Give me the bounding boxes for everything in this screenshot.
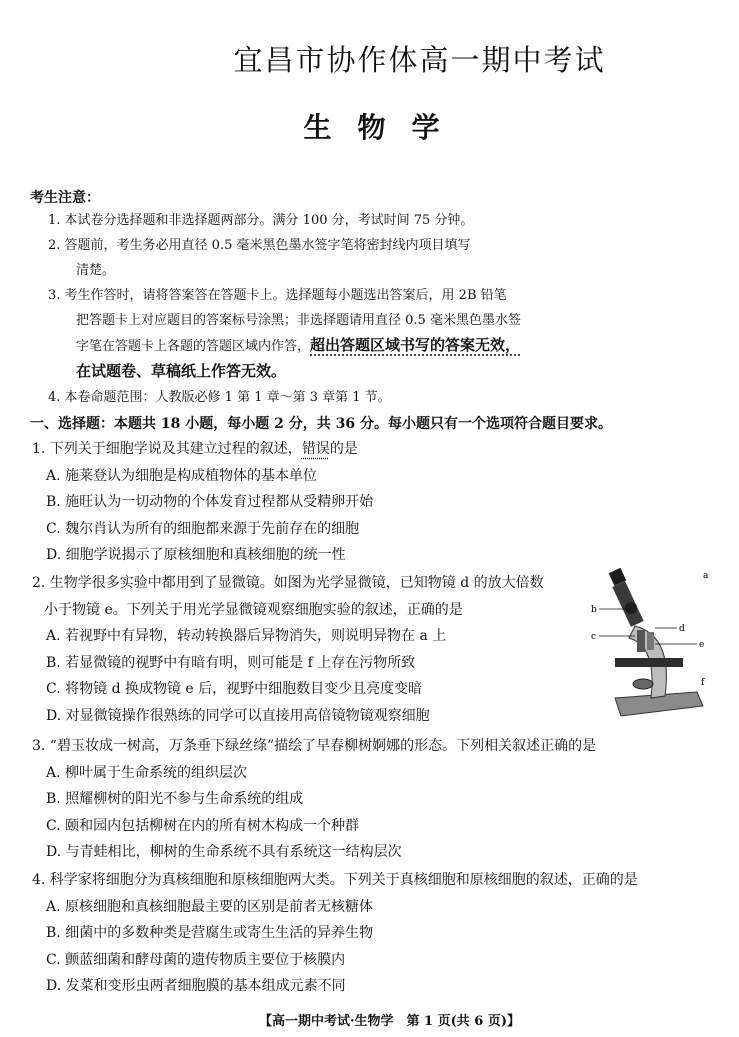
question-stem bbox=[32, 436, 692, 463]
notice-item-3-text: 字笔在答题卡上各题的答题区域内作答， bbox=[76, 339, 311, 354]
notice-item-2-cont: 清楚。 bbox=[76, 263, 116, 278]
notice-emphasis-2: 在试题卷、草稿纸上作答无效。 bbox=[76, 362, 287, 380]
question-3 bbox=[32, 733, 692, 866]
exam-title: 宜昌市协作体高一期中考试 bbox=[233, 43, 606, 77]
label-c: c bbox=[591, 632, 597, 642]
microscope-knob bbox=[625, 602, 637, 614]
option-b: B. 若显微镜的视野中有暗有明，则可能是 f 上存在污物所致 bbox=[46, 654, 416, 671]
question-stem: 4. 科学家将细胞分为真核细胞和原核细胞两大类。下列关于真核细胞和原核细胞的叙述，正确的是 bbox=[32, 872, 638, 888]
stem-text-end: 的是 bbox=[329, 441, 358, 457]
notice-item-2: 2. 答题前，考生务必用直径 0.5 毫米黑色墨水签字笔将密封线内项目填写 bbox=[48, 238, 471, 253]
notice-heading: 考生注意： bbox=[30, 190, 100, 206]
notice-list bbox=[48, 208, 608, 410]
option-d: D. 细胞学说揭示了原核细胞和真核细胞的统一性 bbox=[46, 547, 346, 563]
question-2 bbox=[32, 570, 592, 729]
exam-subject: 生物学 bbox=[303, 111, 466, 144]
option-c: C. 颤蓝细菌和酵母菌的遗传物质主要位于核膜内 bbox=[46, 951, 346, 968]
question-4 bbox=[32, 867, 692, 1000]
option-a: A. 若视野中有异物，转动转换器后异物消失，则说明异物在 a 上 bbox=[46, 628, 447, 644]
option-d: D. 发菜和变形虫两者细胞膜的基本组成元素不同 bbox=[46, 978, 346, 994]
label-b: b bbox=[591, 605, 597, 615]
stem-emphasis: 错误 bbox=[301, 441, 330, 457]
option-a: A. 施莱登认为细胞是构成植物体的基本单位 bbox=[46, 467, 318, 484]
microscope-stage bbox=[615, 658, 683, 667]
option-c: C. 将物镜 d 换成物镜 e 后，视野中细胞数目变少且亮度变暗 bbox=[46, 681, 423, 697]
microscope-objective-e bbox=[647, 632, 654, 650]
label-a: a bbox=[703, 571, 709, 581]
label-f: f bbox=[701, 678, 705, 688]
notice-item-3-cont-3 bbox=[48, 359, 608, 385]
microscope-mirror bbox=[633, 679, 653, 689]
question-stem-cont: 小于物镜 e。下列关于用光学显微镜观察细胞实验的叙述，正确的是 bbox=[44, 601, 463, 618]
section-heading: 一、选择题：本题共 18 小题，每小题 2 分，共 36 分。每小题只有一个选项符合题目要求。 bbox=[30, 416, 612, 432]
question-1 bbox=[32, 436, 692, 569]
page-footer: 【高一期中考试·生物学 第 1 页(共 6 页)】 bbox=[258, 1014, 521, 1029]
notice-item-1: 1. 本试卷分选择题和非选择题两部分。满分 100 分，考试时间 75 分钟。 bbox=[48, 213, 474, 228]
label-e: e bbox=[699, 640, 705, 650]
notice-item-3-cont-1: 把答题卡上对应题目的答案标号涂黑；非选择题请用直径 0.5 毫米黑色墨水签 bbox=[76, 313, 521, 328]
question-stem: 2. 生物学很多实验中都用到了显微镜。如图为光学显微镜，已知物镜 d 的放大倍数 bbox=[32, 575, 544, 591]
stem-text: 1. 下列关于细胞学说及其建立过程的叙述， bbox=[32, 441, 302, 457]
notice-item-3: 3. 考生作答时，请将答案答在答题卡上。选择题每小题选出答案后，用 2B 铅笔 bbox=[48, 288, 507, 303]
notice-item-3-cont-2 bbox=[48, 333, 608, 359]
microscope-objective-d bbox=[637, 630, 645, 652]
microscope-figure bbox=[585, 566, 715, 726]
option-b: B. 施旺认为一切动物的个体发育过程都从受精卵开始 bbox=[46, 494, 374, 510]
option-b: B. 细菌中的多数种类是营腐生或寄生生活的异养生物 bbox=[46, 925, 374, 941]
option-d: D. 与青蛙相比，柳树的生命系统不具有系统这一结构层次 bbox=[46, 844, 402, 860]
notice-item-4: 4. 本卷命题范围：人教版必修 1 第 1 章～第 3 章第 1 节。 bbox=[48, 390, 391, 405]
option-d: D. 对显微镜操作很熟练的同学可以直接用高倍镜物镜观察细胞 bbox=[46, 707, 430, 724]
question-stem: 3. “碧玉妆成一树高，万条垂下绿丝绦”描绘了早春柳树婀娜的形态。下列相关叙述正确的是 bbox=[32, 738, 597, 754]
label-d: d bbox=[679, 624, 685, 634]
option-a: A. 原核细胞和真核细胞最主要的区别是前者无核糖体 bbox=[46, 898, 374, 915]
option-a: A. 柳叶属于生命系统的组织层次 bbox=[46, 764, 248, 781]
option-c: C. 魏尔肖认为所有的细胞都来源于先前存在的细胞 bbox=[46, 520, 360, 537]
option-c: C. 颐和园内包括柳树在内的所有树木构成一个种群 bbox=[46, 817, 360, 834]
notice-emphasis-1: 超出答题区域书写的答案无效， bbox=[310, 336, 521, 354]
option-b: B. 照耀柳树的阳光不参与生命系统的组成 bbox=[46, 791, 304, 807]
